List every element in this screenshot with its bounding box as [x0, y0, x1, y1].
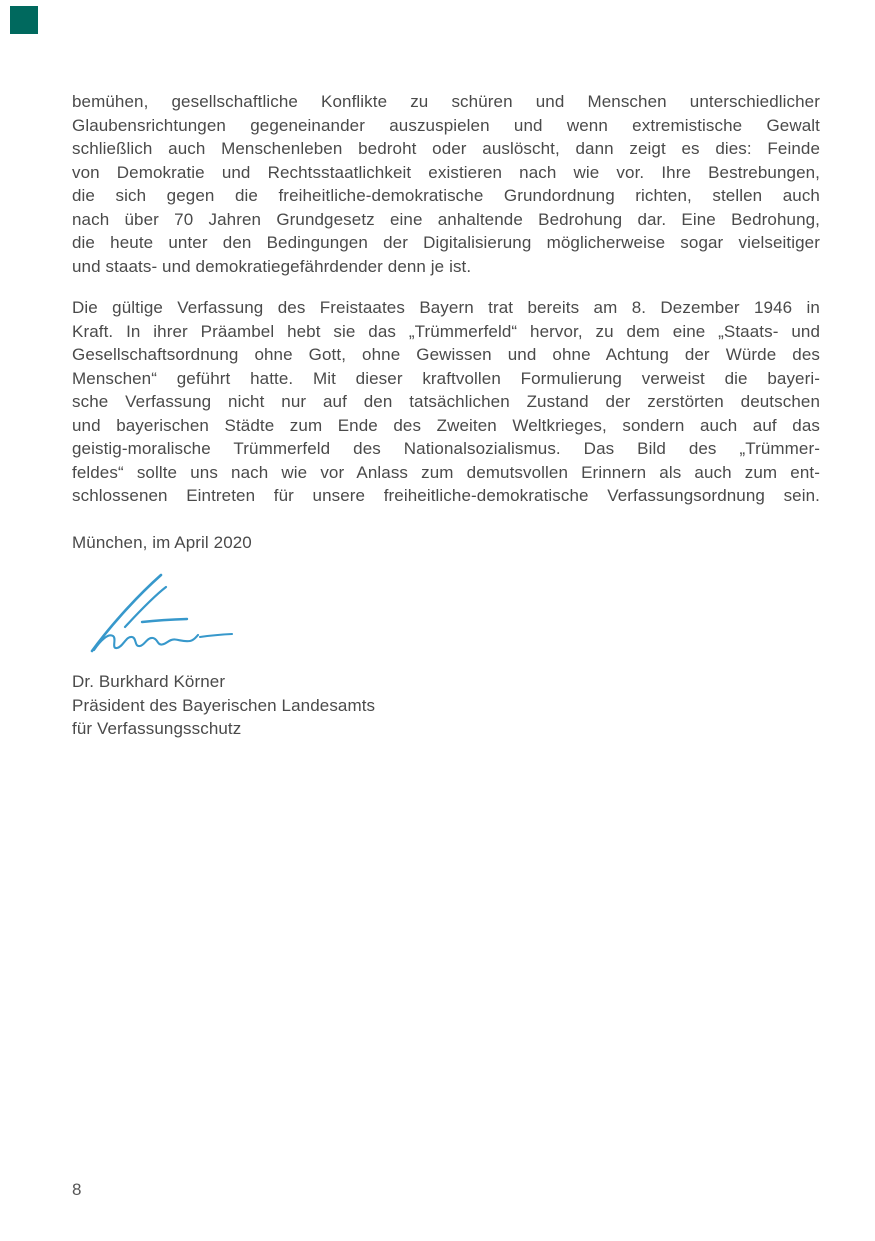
text-line: schließlich auch Menschenleben bedroht oder auslöscht, dann zeigt es dies: Feinde [72, 139, 820, 158]
signature-image [90, 571, 240, 656]
text-line: nach über 70 Jahren Grundgesetz eine anhaltende Bedrohung dar. Eine Bedrohung, [72, 209, 820, 229]
page-content [72, 90, 820, 741]
text-line: Glaubensrichtungen gegeneinander auszuspielen und wenn extremistische Gewalt [72, 115, 820, 135]
text-line: Dr. Burkhard Körner [72, 672, 226, 691]
text-line: die sich gegen die freiheitliche-demokratische Grundordnung richten, stellen auch [72, 186, 820, 205]
text-line: geistig-moralische Trümmerfeld des Nationalsozialismus. Das Bild des „Trümmer- [72, 439, 820, 458]
text-line: feldes“ sollte uns nach wie vor Anlass zum demutsvollen Erinnern als auch zum ent- [72, 462, 820, 482]
page-number: 8 [72, 1180, 82, 1199]
signatory-block [72, 670, 820, 741]
text-line: und bayerischen Städte zum Ende des Zweiten Weltkrieges, sondern auch auf das [72, 415, 820, 435]
text-line: und staats- und demokratiegefährdender denn je ist. [72, 256, 472, 276]
text-line: bemühen, gesellschaftliche Konflikte zu schüren und Menschen unterschiedlicher [72, 92, 820, 111]
text-line: Die gültige Verfassung des Freistaates Bayern trat bereits am 8. Dezember 1946 in [72, 298, 820, 317]
text-line: schlossenen Eintreten für unsere freiheitliche-demokratische Verfassungsordnung sein. [72, 486, 820, 505]
body-paragraph-1 [72, 90, 820, 278]
text-line: Präsident des Bayerischen Landesamts [72, 695, 376, 715]
text-line: Menschen“ geführt hatte. Mit dieser kraftvollen Formulierung verweist die bayeri- [72, 368, 820, 388]
signature-stroke-tail-dash [200, 634, 232, 637]
text-line: sche Verfassung nicht nur auf den tatsächlichen Zustand der zerstörten deutschen [72, 392, 820, 411]
signature-stroke-cursive [94, 635, 198, 650]
text-line: die heute unter den Bedingungen der Digitalisierung möglicherweise sogar vielseitiger [72, 233, 820, 252]
text-line: Kraft. In ihrer Präambel hebt sie das „Trümmerfeld“ hervor, zu dem eine „Staats- und [72, 321, 820, 341]
text-line: Gesellschaftsordnung ohne Gott, ohne Gewissen und ohne Achtung der Würde des [72, 345, 820, 364]
dateline: München, im April 2020 [72, 532, 252, 552]
body-paragraph-2 [72, 296, 820, 508]
page-corner-marker [10, 6, 38, 34]
signature-stroke-upper-dash [142, 619, 187, 622]
text-line: für Verfassungsschutz [72, 719, 242, 738]
text-line: von Demokratie und Rechtsstaatlichkeit existieren nach wie vor. Ihre Bestrebungen, [72, 162, 820, 182]
